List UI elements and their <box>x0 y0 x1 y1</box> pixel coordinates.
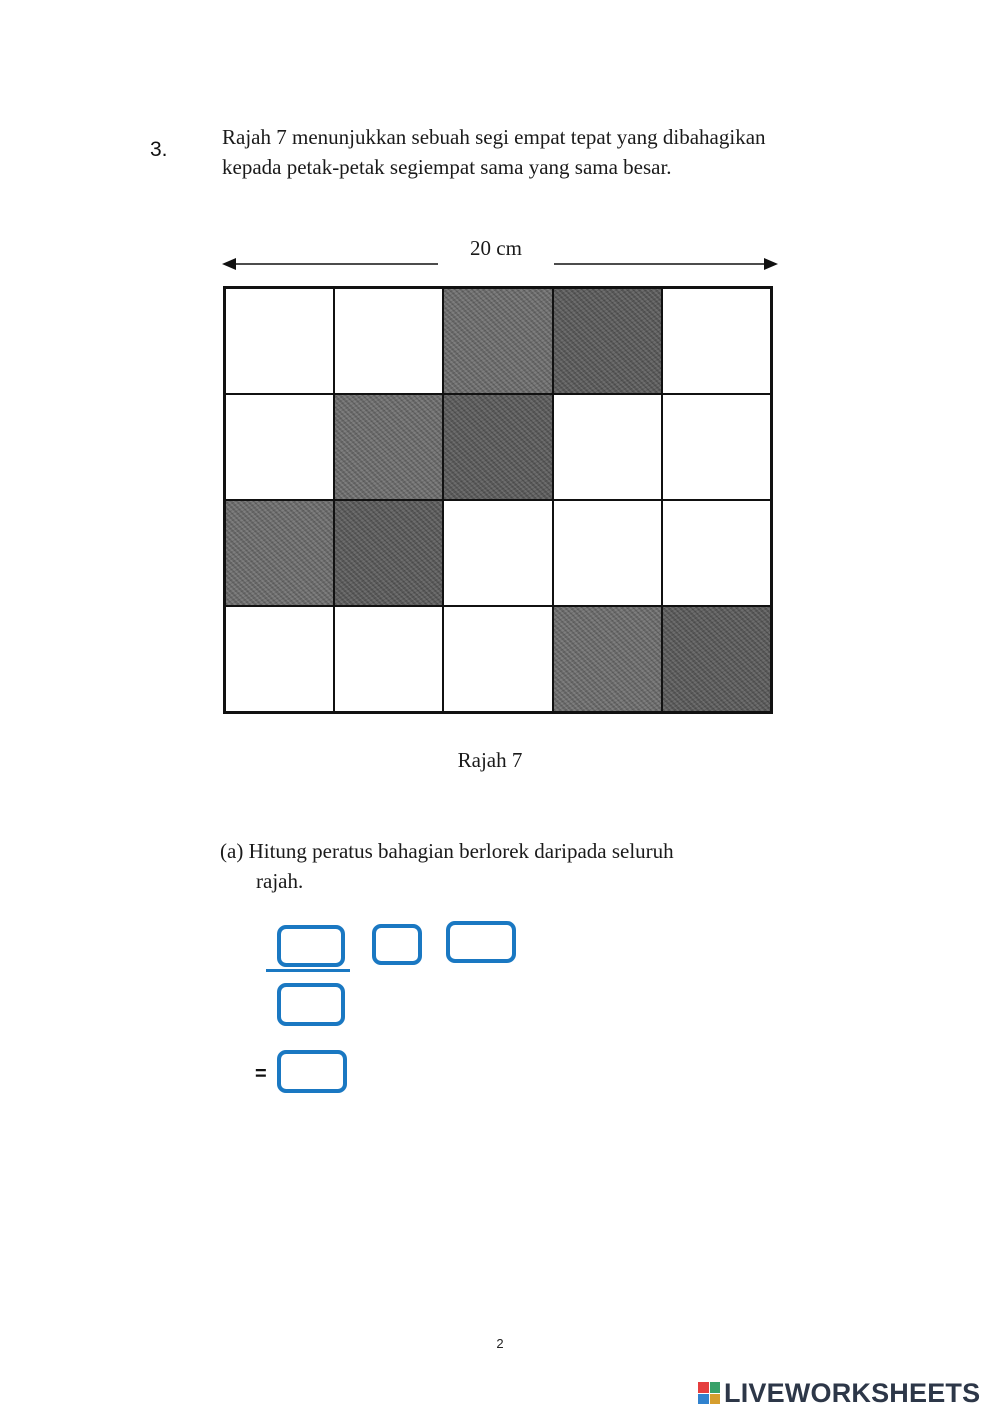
cell-2-1 <box>225 394 334 500</box>
cell-3-5 <box>662 500 771 606</box>
logo-square-1 <box>698 1382 709 1393</box>
denominator-answer-box[interactable] <box>277 983 345 1026</box>
rajah-7-grid <box>223 286 773 714</box>
cell-1-1 <box>225 288 334 394</box>
logo-square-4 <box>710 1394 721 1405</box>
logo-square-3 <box>698 1394 709 1405</box>
cell-2-4 <box>553 394 662 500</box>
liveworksheets-brand <box>698 1377 980 1409</box>
width-label: 20 cm <box>470 236 522 260</box>
cell-4-2 <box>334 606 443 712</box>
part-a-question <box>220 836 790 896</box>
result-answer-box[interactable] <box>277 1050 347 1093</box>
brand-name: LIVEWORKSHEETS <box>724 1377 981 1408</box>
cell-1-2 <box>334 288 443 394</box>
cell-2-5 <box>662 394 771 500</box>
shaded-cell-1-4 <box>553 288 662 394</box>
cell-4-3 <box>443 606 552 712</box>
liveworksheets-logo-icon <box>698 1382 720 1404</box>
numerator-answer-box[interactable] <box>277 925 345 967</box>
cell-4-1 <box>225 606 334 712</box>
fraction-bar <box>266 969 350 972</box>
page-number: 2 <box>496 1336 504 1351</box>
cell-3-3 <box>443 500 552 606</box>
shaded-cell-1-3 <box>443 288 552 394</box>
shaded-cell-3-1 <box>225 500 334 606</box>
logo-square-2 <box>710 1382 721 1393</box>
part-a-line2: rajah. <box>256 869 304 893</box>
part-a-label: (a) <box>220 839 244 863</box>
question-number: 3. <box>150 138 168 161</box>
multiplier-answer-box[interactable] <box>446 921 516 963</box>
shaded-cell-2-3 <box>443 394 552 500</box>
shaded-cell-4-4 <box>553 606 662 712</box>
cell-3-4 <box>553 500 662 606</box>
shaded-cell-4-5 <box>662 606 771 712</box>
cell-1-5 <box>662 288 771 394</box>
figure-caption: Rajah 7 <box>457 748 523 772</box>
shaded-cell-3-2 <box>334 500 443 606</box>
question-text: Rajah 7 menunjukkan sebuah segi empat tepat yang dibahagikan kepada petak-petak segiempat sama yang sama besar. <box>222 125 766 179</box>
part-a-line1: Hitung peratus bahagian berlorek daripada seluruh <box>248 839 674 863</box>
equals-sign: = <box>255 1063 267 1085</box>
operator-answer-box[interactable] <box>372 924 422 965</box>
shaded-cell-2-2 <box>334 394 443 500</box>
